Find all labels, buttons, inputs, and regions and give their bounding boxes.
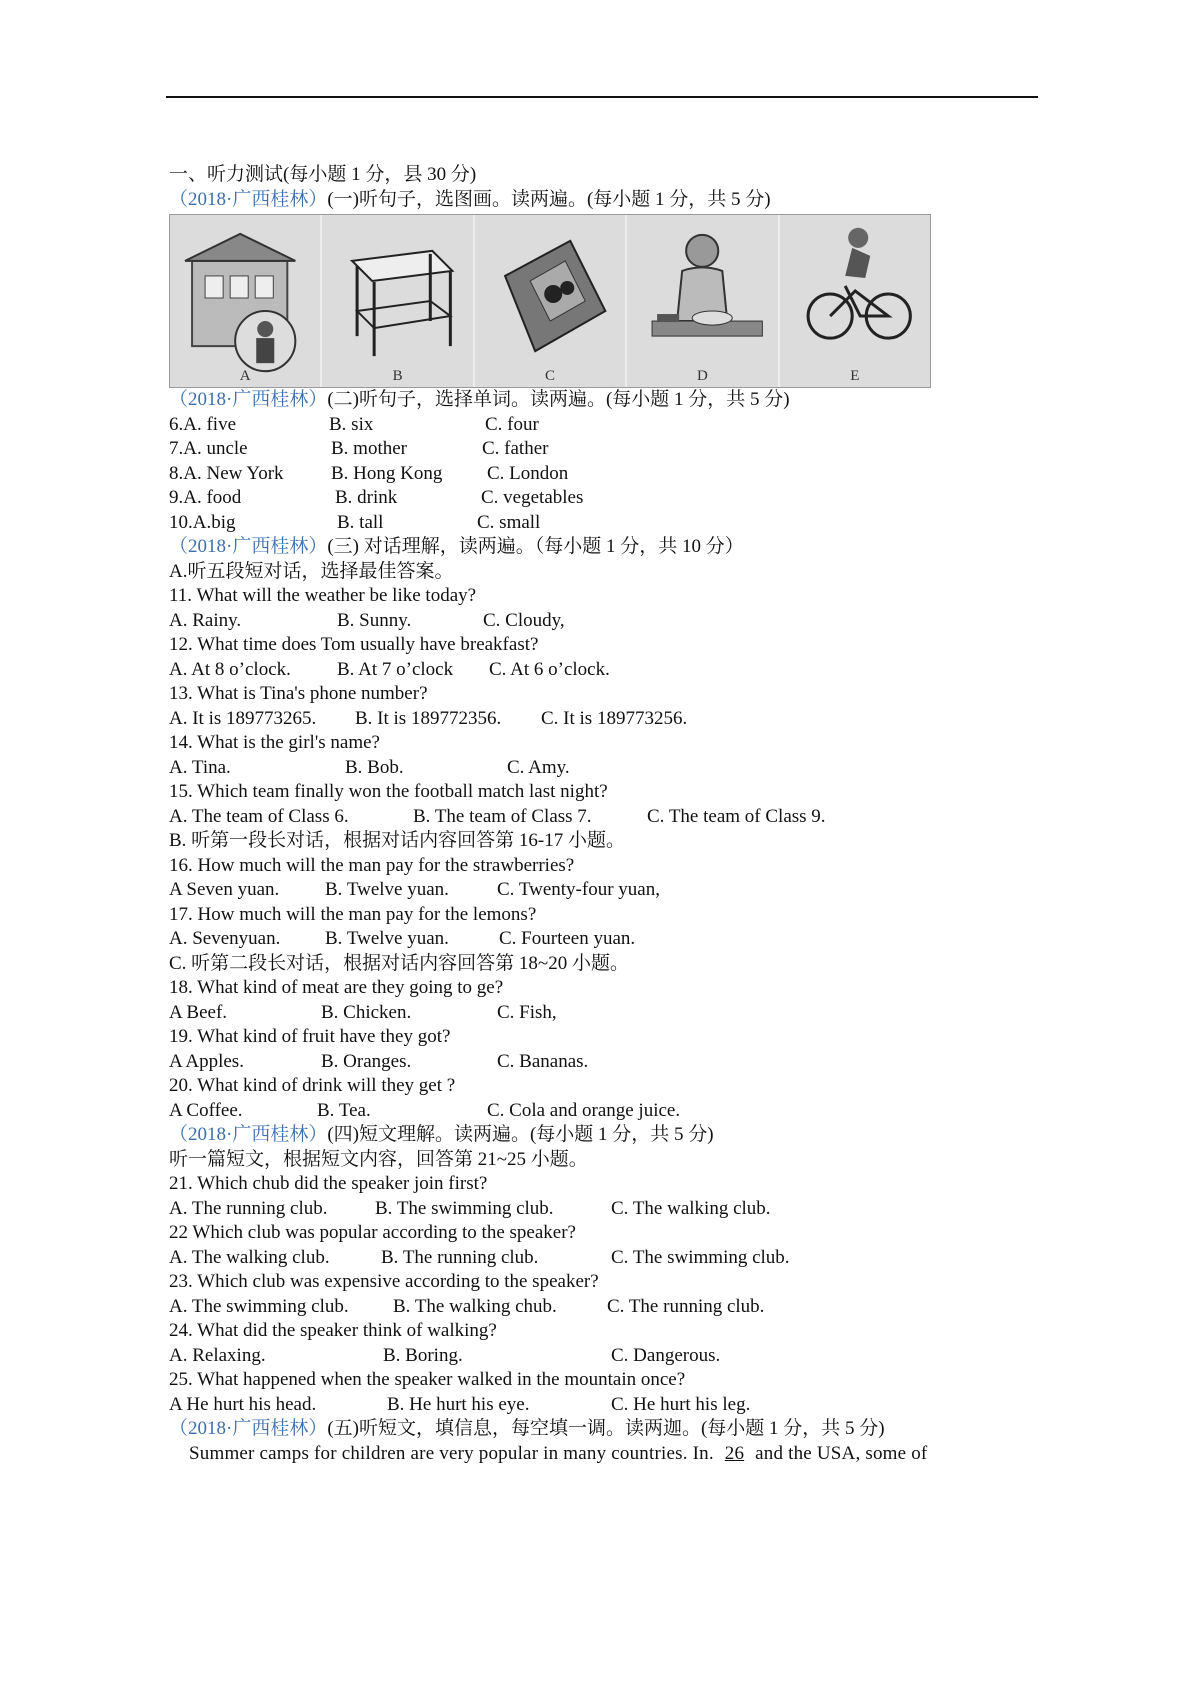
option-row bbox=[169, 462, 1049, 487]
cyclist-picture bbox=[780, 215, 930, 387]
option-b: B. tall bbox=[337, 511, 384, 533]
option-row bbox=[169, 1246, 1049, 1271]
option-a: A. The swimming club. bbox=[169, 1295, 349, 1317]
question-text: 22 Which club was popular according to the speaker? bbox=[169, 1222, 576, 1243]
question-text: 19. What kind of fruit have they got? bbox=[169, 1026, 451, 1047]
option-row bbox=[169, 805, 1049, 830]
option-c: C. vegetables bbox=[481, 487, 584, 508]
book-picture bbox=[475, 215, 625, 387]
section-4-instruction: (四)短文理解。读两遍。(每小题 1 分，共 5 分) bbox=[327, 1124, 714, 1145]
option-row bbox=[169, 707, 1049, 732]
section-3-source: （2018·广西桂林） bbox=[169, 536, 328, 557]
option-b: B. Oranges. bbox=[321, 1050, 412, 1072]
section-5-title bbox=[169, 1417, 1049, 1442]
option-row bbox=[169, 511, 1049, 536]
section-2-source: （2018·广西桂林） bbox=[169, 389, 328, 410]
option-row bbox=[169, 756, 1049, 781]
question-text: 17. How much will the man pay for the lemons? bbox=[169, 903, 537, 925]
option-a: A Apples. bbox=[169, 1050, 244, 1072]
part-b-instruction: B. 听第一段长对话，根据对话内容回答第 16-17 小题。 bbox=[169, 830, 626, 851]
picture-d bbox=[627, 215, 779, 387]
question-text: 12. What time does Tom usually have breakfast? bbox=[169, 634, 539, 655]
section-1-title bbox=[169, 188, 1049, 213]
section-2-title bbox=[169, 388, 1049, 413]
option-row bbox=[169, 437, 1049, 462]
part-heading: 一、听力测试(每小题 1 分，县 30 分) bbox=[169, 164, 477, 185]
section-4-source: （2018·广西桂林） bbox=[169, 1124, 328, 1145]
picture-label-e: E bbox=[850, 368, 860, 384]
option-c: C. Dangerous. bbox=[611, 1344, 721, 1366]
option-c: C. He hurt his leg. bbox=[611, 1393, 751, 1415]
option-a: A He hurt his head. bbox=[169, 1393, 317, 1415]
picture-label-b: B bbox=[392, 368, 403, 384]
section-5-source: （2018·广西桂林） bbox=[169, 1418, 328, 1439]
option-b: B. six bbox=[329, 413, 374, 435]
question-text: 16. How much will the man pay for the strawberries? bbox=[169, 854, 575, 876]
option-b: B. mother bbox=[331, 438, 407, 459]
option-row bbox=[169, 413, 1049, 438]
option-a: A. The running club. bbox=[169, 1197, 328, 1219]
option-b: B. Bob. bbox=[345, 756, 404, 778]
section-3-title bbox=[169, 535, 1049, 560]
option-row bbox=[169, 1344, 1049, 1369]
section-4-title bbox=[169, 1123, 1049, 1148]
section-1-instruction: (一)听句子，选图画。读两遍。(每小题 1 分，共 5 分) bbox=[327, 188, 771, 210]
option-c: C. The running club. bbox=[607, 1295, 765, 1317]
option-c: C. London bbox=[487, 462, 569, 484]
exam-page bbox=[169, 163, 1049, 1466]
option-b: B. Twelve yuan. bbox=[325, 928, 449, 949]
section-3-instruction: (三) 对话理解，读两遍。（每小题 1 分，共 10 分） bbox=[327, 536, 744, 557]
option-c: C. Cola and orange juice. bbox=[487, 1099, 681, 1121]
option-b: B. The team of Class 7. bbox=[413, 805, 592, 827]
passage-line bbox=[169, 1442, 1049, 1467]
option-a: 6.A. five bbox=[169, 413, 237, 435]
picture-c bbox=[475, 215, 627, 387]
picture-strip bbox=[169, 214, 931, 388]
girl-cooking-picture bbox=[627, 215, 777, 387]
option-c: C. At 6 o’clock. bbox=[489, 658, 610, 680]
question-text: 13. What is Tina's phone number? bbox=[169, 683, 428, 704]
picture-label-d: D bbox=[697, 368, 708, 384]
option-b: B. He hurt his eye. bbox=[387, 1393, 530, 1415]
section-1-source: （2018·广西桂林） bbox=[169, 188, 328, 210]
question-text: 25. What happened when the speaker walked in the mountain once? bbox=[169, 1369, 686, 1390]
question-text: 20. What kind of drink will they get ? bbox=[169, 1075, 456, 1096]
option-c: C. Amy. bbox=[507, 756, 570, 778]
option-b: B. The swimming club. bbox=[375, 1197, 554, 1219]
option-c: C. The team of Class 9. bbox=[647, 805, 826, 827]
passage-text-after: and the USA, some of bbox=[755, 1442, 928, 1464]
option-a: A. The team of Class 6. bbox=[169, 805, 349, 827]
option-b: B. Hong Kong bbox=[331, 462, 443, 484]
picture-label-a: A bbox=[239, 368, 251, 384]
option-row bbox=[169, 486, 1049, 511]
picture-b bbox=[322, 215, 474, 387]
section-5-instruction: (五)听短文，填信息，每空填一调。读两迦。(每小题 1 分，共 5 分) bbox=[327, 1418, 885, 1439]
passage-text-before: Summer camps for children are very popular in many countries. In. bbox=[189, 1442, 714, 1464]
option-row bbox=[169, 1099, 1049, 1124]
question-text: 24. What did the speaker think of walking? bbox=[169, 1320, 497, 1341]
option-a: A. Tina. bbox=[169, 756, 231, 778]
option-a: A Beef. bbox=[169, 1001, 228, 1023]
option-a: A. The walking club. bbox=[169, 1246, 330, 1268]
table-picture bbox=[322, 215, 472, 387]
option-row bbox=[169, 878, 1049, 903]
option-b: B. At 7 o’clock bbox=[337, 658, 454, 680]
option-a: A. Sevenyuan. bbox=[169, 928, 281, 949]
option-c: C. It is 189773256. bbox=[541, 707, 688, 729]
option-row bbox=[169, 927, 1049, 952]
option-row bbox=[169, 1001, 1049, 1026]
option-c: C. The walking club. bbox=[611, 1197, 771, 1219]
option-row bbox=[169, 1393, 1049, 1418]
option-a: 10.A.big bbox=[169, 511, 236, 533]
option-b: B. Tea. bbox=[317, 1099, 371, 1121]
option-b: B. drink bbox=[335, 487, 398, 508]
option-row bbox=[169, 1197, 1049, 1222]
picture-a bbox=[170, 215, 322, 387]
part-c-instruction: C. 听第二段长对话，根据对话内容回答第 18~20 小题。 bbox=[169, 952, 629, 974]
top-rule bbox=[166, 96, 1038, 98]
option-b: B. It is 189772356. bbox=[355, 707, 502, 729]
question-text: 23. Which club was expensive according to the speaker? bbox=[169, 1271, 599, 1292]
option-c: C. four bbox=[485, 413, 539, 435]
option-row bbox=[169, 1050, 1049, 1075]
option-c: C. Cloudy, bbox=[483, 609, 565, 631]
option-c: C. Fish, bbox=[497, 1001, 557, 1023]
question-text: 15. Which team finally won the football match last night? bbox=[169, 781, 608, 802]
option-c: C. Fourteen yuan. bbox=[499, 928, 636, 949]
question-text: 18. What kind of meat are they going to ge? bbox=[169, 977, 504, 998]
option-row bbox=[169, 1295, 1049, 1320]
option-c: C. father bbox=[482, 438, 549, 459]
option-a: A. It is 189773265. bbox=[169, 707, 317, 729]
option-a: 9.A. food bbox=[169, 487, 242, 508]
section-4-intro: 听一篇短文，根据短文内容，回答第 21~25 小题。 bbox=[169, 1148, 588, 1170]
question-text: 11. What will the weather be like today? bbox=[169, 585, 477, 606]
option-b: B. Chicken. bbox=[321, 1001, 412, 1023]
option-c: C. Bananas. bbox=[497, 1050, 589, 1072]
blank-26[interactable]: 26 bbox=[724, 1442, 745, 1464]
option-c: C. Twenty-four yuan, bbox=[497, 879, 660, 900]
option-row bbox=[169, 658, 1049, 683]
option-b: B. The walking chub. bbox=[393, 1295, 557, 1317]
section-2-instruction: (二)听句子，选择单词。读两遍。(每小题 1 分，共 5 分) bbox=[327, 389, 790, 410]
question-text: 14. What is the girl's name? bbox=[169, 732, 380, 753]
option-a: A Coffee. bbox=[169, 1099, 243, 1121]
option-c: C. small bbox=[477, 511, 541, 533]
house-policeman-picture bbox=[170, 215, 320, 387]
option-b: B. Boring. bbox=[383, 1344, 463, 1366]
option-a: A Seven yuan. bbox=[169, 879, 280, 900]
option-a: A. Relaxing. bbox=[169, 1344, 266, 1366]
option-b: B. Twelve yuan. bbox=[325, 879, 449, 900]
picture-label-c: C bbox=[545, 368, 556, 384]
option-a: 8.A. New York bbox=[169, 462, 284, 484]
question-text: 21. Which chub did the speaker join first? bbox=[169, 1173, 488, 1194]
option-a: A. At 8 o’clock. bbox=[169, 658, 291, 680]
picture-e bbox=[780, 215, 930, 387]
option-b: B. The running club. bbox=[381, 1246, 539, 1268]
option-a: 7.A. uncle bbox=[169, 438, 248, 459]
part-a-instruction: A.听五段短对话，选择最佳答案。 bbox=[169, 560, 454, 582]
option-row bbox=[169, 609, 1049, 634]
option-c: C. The swimming club. bbox=[611, 1246, 790, 1268]
option-b: B. Sunny. bbox=[337, 609, 412, 631]
option-a: A. Rainy. bbox=[169, 609, 242, 631]
